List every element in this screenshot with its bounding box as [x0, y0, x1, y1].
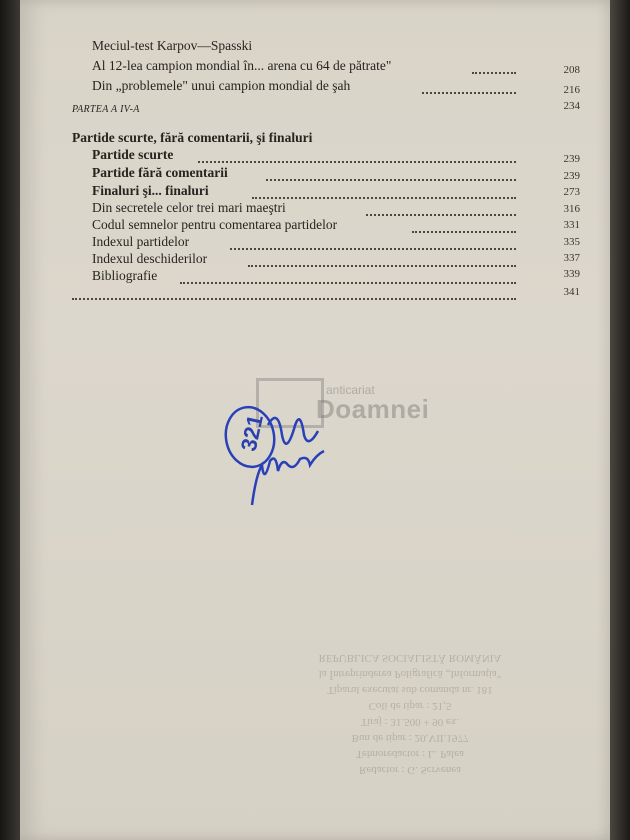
book-binding-edge	[0, 0, 20, 840]
imprint-line: Tehnoredactor : L. Palea	[356, 748, 464, 760]
bleed-through-imprint	[270, 650, 550, 778]
toc-page-number: 341	[563, 286, 580, 298]
imprint-line: Tiparul executat sub comanda nr. 181	[327, 684, 493, 696]
imprint-line: Tiraj : 31.500 + 90 ex.	[360, 716, 460, 728]
toc-entry-bibliography: Bibliografie	[92, 268, 158, 283]
toc-page-number: 331	[563, 219, 580, 231]
toc-leader	[266, 179, 516, 181]
handwritten-number: 321	[235, 412, 268, 454]
toc-leader	[198, 161, 516, 163]
toc-page-number: 337	[563, 252, 580, 264]
toc-leader	[366, 214, 516, 216]
toc-page-number: 239	[563, 170, 580, 182]
toc-leader	[472, 72, 516, 74]
toc-leader	[252, 197, 516, 199]
toc-page-number: 216	[563, 84, 580, 96]
toc-page-number: 335	[563, 236, 580, 248]
toc-entry-openings-index: Indexul deschiderilor	[92, 251, 208, 266]
toc-page-number: 339	[563, 268, 580, 280]
imprint-line: REPUBLICA SOCIALISTĂ ROMÂNIA	[318, 652, 502, 664]
imprint-line: Bun de tipar : 20.VII.1977	[351, 732, 469, 744]
toc-entry-12th-champion: Al 12-lea campion mondial în... arena cu 64 de pătrate"	[92, 58, 392, 73]
toc-page-number: 234	[563, 100, 580, 112]
toc-entry-secrets: Din secretele celor trei mari maeştri	[92, 200, 286, 215]
toc-leader	[412, 231, 516, 233]
toc-page-number: 239	[563, 153, 580, 165]
toc-leader	[248, 265, 516, 267]
toc-page-number: 316	[563, 203, 580, 215]
toc-entry-games-index: Indexul partidelor	[92, 234, 190, 249]
toc-entry-karpov-spasski: Meciul-test Karpov—Spasski	[92, 38, 253, 53]
toc-part-heading: PARTEA A IV-A	[72, 104, 140, 115]
imprint-line: Coli de tipar : 21,5	[368, 700, 452, 712]
toc-entry-notation-code: Codul semnelor pentru comentarea partidelor	[92, 217, 338, 232]
watermark-small-text: anticariat	[326, 383, 375, 397]
toc-page-number: 273	[563, 186, 580, 198]
toc-entry-short-games: Partide scurte	[92, 147, 174, 162]
book-page	[20, 0, 610, 840]
handwritten-annotation	[210, 395, 350, 525]
toc-entry-endings: Finaluri şi... finaluri	[92, 183, 209, 198]
toc-leader	[422, 92, 516, 94]
imprint-line: Redactor : G. Scrvenea	[358, 764, 461, 776]
toc-section-heading: Partide scurte, fără comentarii, şi finaluri	[72, 130, 313, 145]
imprint-line: la Întreprinderea Poligrafică „Informaţia"	[318, 668, 502, 680]
toc-leader	[180, 282, 516, 284]
toc-leader	[230, 248, 516, 250]
toc-page-number: 208	[563, 64, 580, 76]
watermark-big-text: Doamnei	[316, 394, 430, 424]
book-outer-edge	[610, 0, 630, 840]
toc-entry-no-comments: Partide fără comentarii	[92, 165, 228, 180]
toc-entry-problems: Din „problemele" unui campion mondial de şah	[92, 78, 351, 93]
toc-leader	[72, 298, 516, 300]
